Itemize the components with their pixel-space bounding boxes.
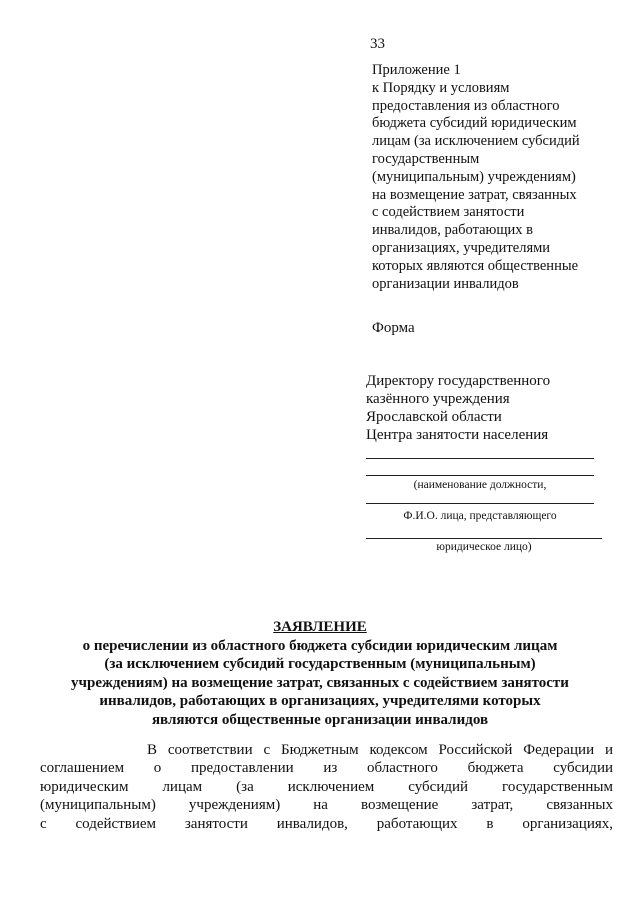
body-line: В соответствии с Бюджетным кодексом Российской Федерации и	[147, 742, 613, 758]
body-line: (муниципальным) учреждениям) на возмещение затрат, связанных	[40, 797, 613, 814]
appendix-line: (муниципальным) учреждениям)	[372, 168, 576, 185]
appendix-line: организации инвалидов	[372, 275, 519, 292]
title-line: являются общественные организации инвалидов	[151, 711, 489, 728]
page-number: 33	[370, 36, 385, 52]
appendix-line: на возмещение затрат, связанных	[372, 186, 577, 203]
appendix-line: бюджета субсидий юридическим	[372, 115, 577, 132]
fill-line	[366, 458, 594, 459]
appendix-header	[372, 62, 580, 293]
title-line: инвалидов, работающих в организациях, учредителями которых	[99, 693, 541, 709]
appendix-line: инвалидов, работающих в	[372, 222, 534, 239]
position-caption: (наименование должности,	[413, 479, 547, 491]
title-heading: ЗАЯВЛЕНИЕ	[273, 619, 367, 635]
appendix-line: лицам (за исключением субсидий	[372, 133, 580, 150]
fill-line	[366, 475, 594, 476]
appendix-line: которых являются общественные	[372, 257, 579, 274]
addressee-block	[366, 372, 550, 444]
document-title	[40, 618, 600, 729]
appendix-line: с содействием занятости	[372, 204, 525, 221]
entity-caption: юридическое лицо)	[436, 541, 532, 553]
title-line: о перечислении из областного бюджета субсидии юридическим лицам	[82, 637, 558, 654]
addressee-line: Директору государственного	[366, 373, 551, 389]
appendix-line: предоставления из областного	[372, 97, 560, 114]
title-line: учреждениям) на возмещение затрат, связанных с содействием занятости	[71, 674, 569, 691]
title-line: (за исключением субсидий государственным (муниципальным)	[104, 656, 536, 672]
fio-caption: Ф.И.О. лица, представляющего	[403, 510, 557, 522]
body-line: юридическим лицам (за исключением субсидий государственным	[40, 778, 613, 795]
addressee-line: казённого учреждения	[366, 391, 510, 407]
addressee-line: Центра занятости населения	[366, 427, 549, 443]
appendix-line: организациях, учредителями	[372, 239, 551, 256]
appendix-line: государственным	[372, 150, 480, 167]
body-line: соглашением о предоставлении из областного бюджета субсидии	[40, 760, 613, 777]
fill-line	[366, 538, 602, 539]
body-paragraph	[40, 741, 613, 833]
addressee-line: Ярославской области	[366, 409, 502, 425]
form-label: Форма	[372, 320, 415, 336]
fill-line	[366, 503, 594, 504]
appendix-line: Приложение 1	[372, 62, 461, 78]
appendix-line: к Порядку и условиям	[372, 79, 510, 96]
body-line: с содействием занятости инвалидов, работающих в организациях,	[40, 815, 613, 832]
